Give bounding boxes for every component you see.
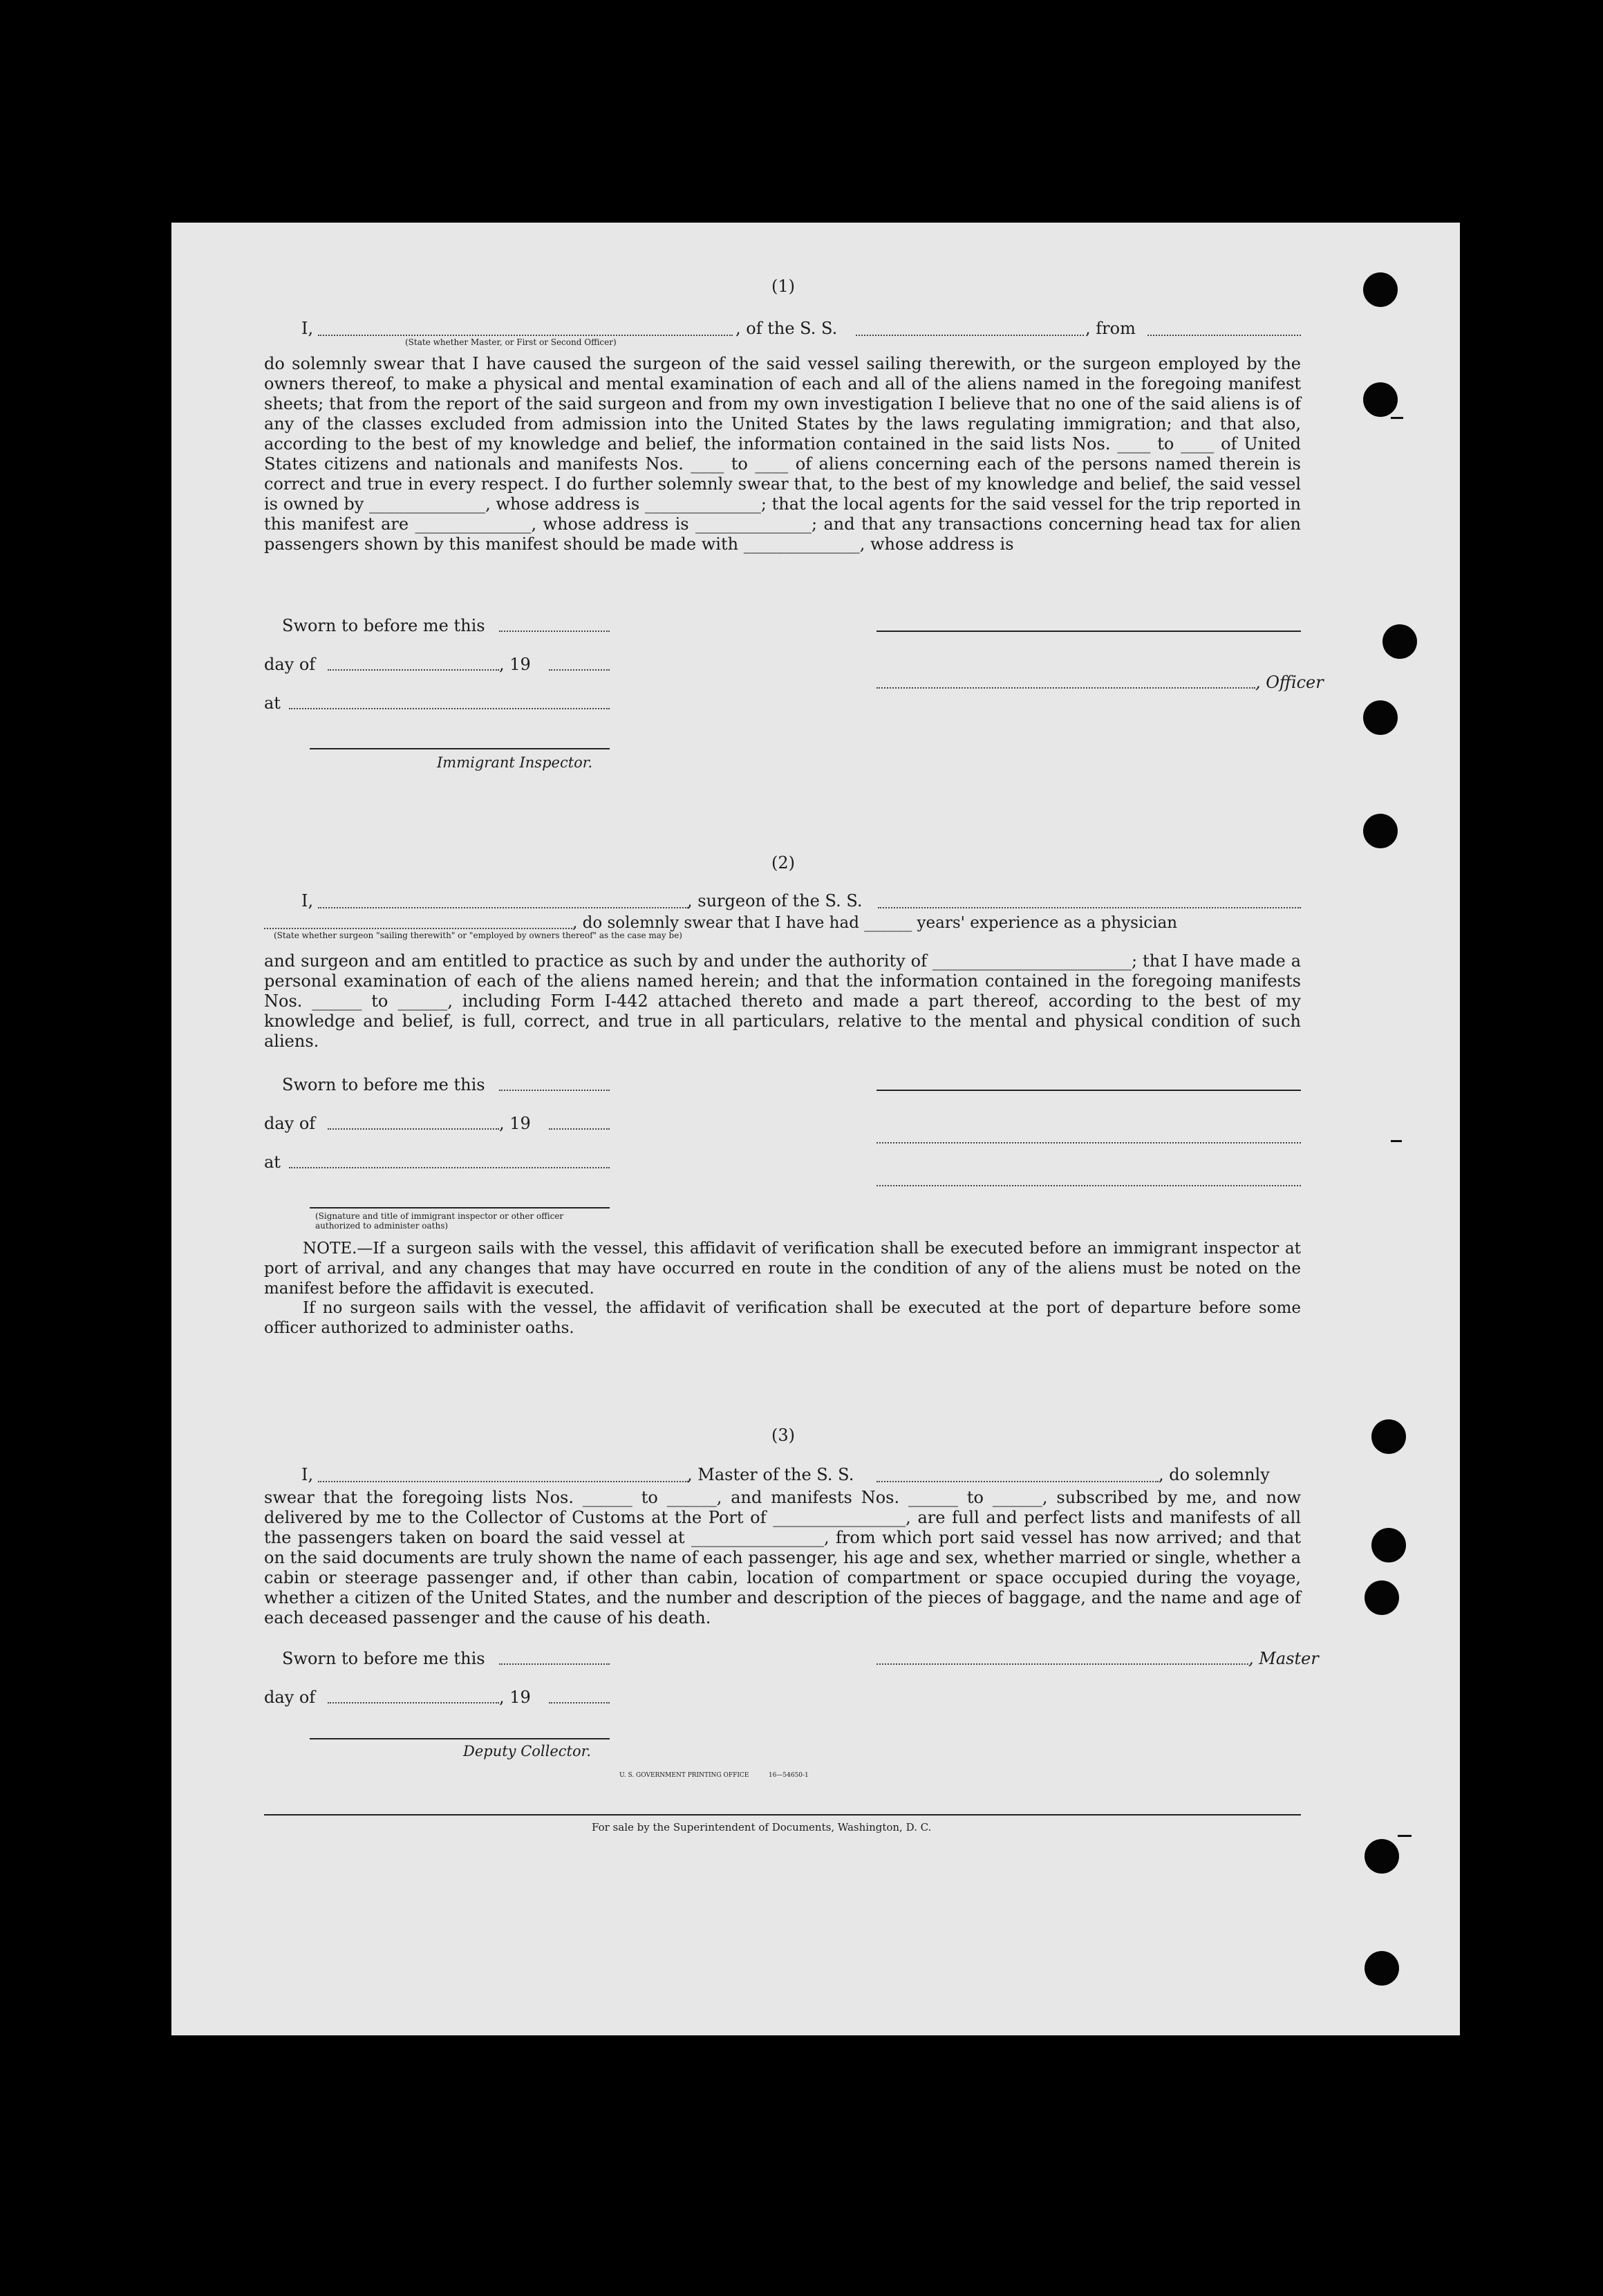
sec1-from-label: , from (1085, 319, 1136, 338)
sec2-sworn-field[interactable] (499, 1090, 610, 1091)
binder-hole (1363, 814, 1398, 848)
binder-hole (1382, 624, 1417, 659)
sec1-oath-paragraph: do solemnly swear that I have caused the surgeon of the said vessel sailing therewith, or the surgeon employed by the owners thereof, to make a physical and mental examination of each and all of the aliens named in the foregoing manifest sheets; that from the report of the said surgeon and from my own investigation I believe that no one of the said aliens is of any of the classes excluded from admission into the United States by the laws regulating immigration; and that also, according to the best of my knowledge and belief, the information contained in the said lists Nos. ____ to ____ of United States citizens and nationals and manifests Nos. ____ to ____ of aliens concerning each of the persons named therein is correct and true in every respect. I do further solemnly swear that, to the best of my knowledge and belief, the said vessel is owned by ______________, whose address is ______________; that the local agents for the said vessel for the trip reported in this manifest are ______________, whose address is ______________; and that any transactions concerning head tax for alien passengers shown by this manifest should be made with ______________, whose address is (264, 354, 1301, 554)
sec2-oath-paragraph: and surgeon and am entitled to practice as such by and under the authority of ________________________; that I have made a personal examination of each of the aliens named herein; and that the information contained in the foregoing manifests Nos. ______ to ______, including Form I-442 attached thereto and made a part thereof, according to the best of my knowledge and belief, is full, correct, and true in all particulars, relative to the mental and physical condition of such aliens. (264, 951, 1301, 1051)
sec2-day-label: day of (264, 1114, 316, 1133)
sec1-i-label: I, (301, 319, 314, 338)
sec3-master-label: , Master of the S. S. (687, 1465, 854, 1484)
sec1-at-label: at (264, 693, 281, 713)
sec2-vessel-field[interactable] (878, 907, 1301, 908)
form-page (171, 223, 1460, 2035)
sec3-day-label: day of (264, 1688, 316, 1707)
sec1-vessel-field[interactable] (856, 335, 1084, 336)
sec1-signature-line[interactable] (877, 631, 1301, 632)
sec1-day-field[interactable] (328, 669, 499, 671)
sec2-signature-caption-line[interactable] (310, 1207, 610, 1208)
section-3-heading: (3) (771, 1426, 795, 1445)
sec2-surgeon-name-field[interactable] (318, 907, 688, 908)
sec3-oath-paragraph: swear that the foregoing lists Nos. ______ to ______, and manifests Nos. ______ to ______, subscribed by me, and now delivered by me to the Collector of Customs at the Port of ________________, are full and perfect lists and manifests of all the passengers taken on board the said vessel at ________________, from which port said vessel has now arrived; and that on the said documents are truly shown the name of each passenger, his age and sex, whether married or single, whether a cabin or steerage passenger and, if other than cabin, location of compartment or space occupied during the voyage, whether a citizen of the United States, and the number and description of the pieces of baggage, and the name and age of each deceased passenger and the cause of his death. (264, 1488, 1301, 1627)
sec1-inspector-line[interactable] (310, 748, 610, 749)
edge-mark (1391, 1140, 1402, 1142)
section-2-heading: (2) (771, 853, 795, 872)
sec2-state-field[interactable] (264, 928, 572, 929)
sec2-at-field-2[interactable] (877, 1185, 1301, 1186)
sec3-sworn-label: Sworn to before me this (282, 1649, 485, 1668)
sec2-signature-line[interactable] (877, 1090, 1301, 1091)
sec1-inspector-label: Immigrant Inspector. (437, 754, 593, 771)
sec2-title-line[interactable] (877, 1142, 1301, 1144)
sec3-sworn-field[interactable] (499, 1663, 610, 1665)
sec2-sworn-label: Sworn to before me this (282, 1075, 485, 1094)
sec2-i-label: I, (301, 891, 314, 911)
sec1-officer-label: , Officer (1255, 673, 1324, 692)
sec2-year-field[interactable] (549, 1128, 610, 1130)
sec1-year-label: , 19 (499, 655, 531, 674)
sec3-day-field[interactable] (328, 1702, 499, 1704)
sec3-year-label: , 19 (499, 1688, 531, 1707)
binder-hole (1365, 1580, 1399, 1615)
sec3-master-sig-label: , Master (1248, 1649, 1319, 1668)
sec3-year-field[interactable] (549, 1702, 610, 1704)
sec2-note-1: NOTE.—If a surgeon sails with the vessel, this affidavit of verification shall be executed before an immigrant inspector at port of arrival, and any changes that may have occurred en route in the condition of any of the aliens must be noted on the manifest before the affidavit is executed. (264, 1240, 1301, 1298)
binder-hole (1363, 700, 1398, 735)
binder-hole (1365, 1951, 1399, 1986)
binder-hole (1365, 1839, 1399, 1874)
binder-hole (1363, 272, 1398, 307)
footer-sale-text: For sale by the Superintendent of Documents, Washington, D. C. (592, 1821, 932, 1833)
sec2-surgeon-label: , surgeon of the S. S. (687, 891, 863, 911)
sec1-sworn-label: Sworn to before me this (282, 616, 485, 635)
sec2-state-caption: (State whether surgeon "sailing therewith" or "employed by owners thereof" as the case may be) (274, 931, 682, 940)
sec1-sworn-field[interactable] (499, 631, 610, 632)
binder-hole (1371, 1419, 1406, 1454)
sec1-officer-line[interactable] (877, 687, 1255, 689)
sec2-at-field[interactable] (289, 1167, 610, 1168)
sec1-year-field[interactable] (549, 669, 610, 671)
footer-rule (264, 1814, 1301, 1816)
binder-hole (1363, 382, 1398, 417)
sec1-officer-name-field[interactable] (318, 335, 733, 336)
sec2-note-2: If no surgeon sails with the vessel, the affidavit of verification shall be executed at the port of departure before some officer authorized to administer oaths. (264, 1299, 1301, 1337)
sec3-master-name-field[interactable] (318, 1481, 688, 1482)
sec1-day-label: day of (264, 655, 316, 674)
edge-mark (1398, 1835, 1412, 1837)
sec2-day-field[interactable] (328, 1128, 499, 1130)
binder-hole (1371, 1528, 1406, 1562)
sec3-collector-line[interactable] (310, 1738, 610, 1739)
gpo-imprint: U. S. GOVERNMENT PRINTING OFFICE 16—54650-1 (619, 1772, 809, 1779)
sec3-solemnly-label: , do solemnly (1159, 1465, 1270, 1484)
sec2-experience-line: , do solemnly swear that I have had ______ years' experience as a physician (572, 914, 1178, 932)
sec3-vessel-field[interactable] (877, 1481, 1159, 1482)
sec2-year-label: , 19 (499, 1114, 531, 1133)
sec3-i-label: I, (301, 1465, 314, 1484)
sec3-master-signature-line[interactable] (877, 1663, 1248, 1665)
sec1-from-field[interactable] (1147, 335, 1301, 336)
sec1-of-ss-label: , of the S. S. (735, 319, 838, 338)
edge-mark (1391, 417, 1403, 419)
sec1-at-field[interactable] (289, 708, 610, 709)
sec2-at-label: at (264, 1152, 281, 1172)
sec1-state-caption: (State whether Master, or First or Second Officer) (405, 337, 617, 347)
sec3-collector-label: Deputy Collector. (463, 1743, 592, 1760)
section-1-heading: (1) (771, 277, 795, 296)
sec2-signature-caption: (Signature and title of immigrant inspector or other officer authorized to administer oaths) (315, 1211, 564, 1231)
